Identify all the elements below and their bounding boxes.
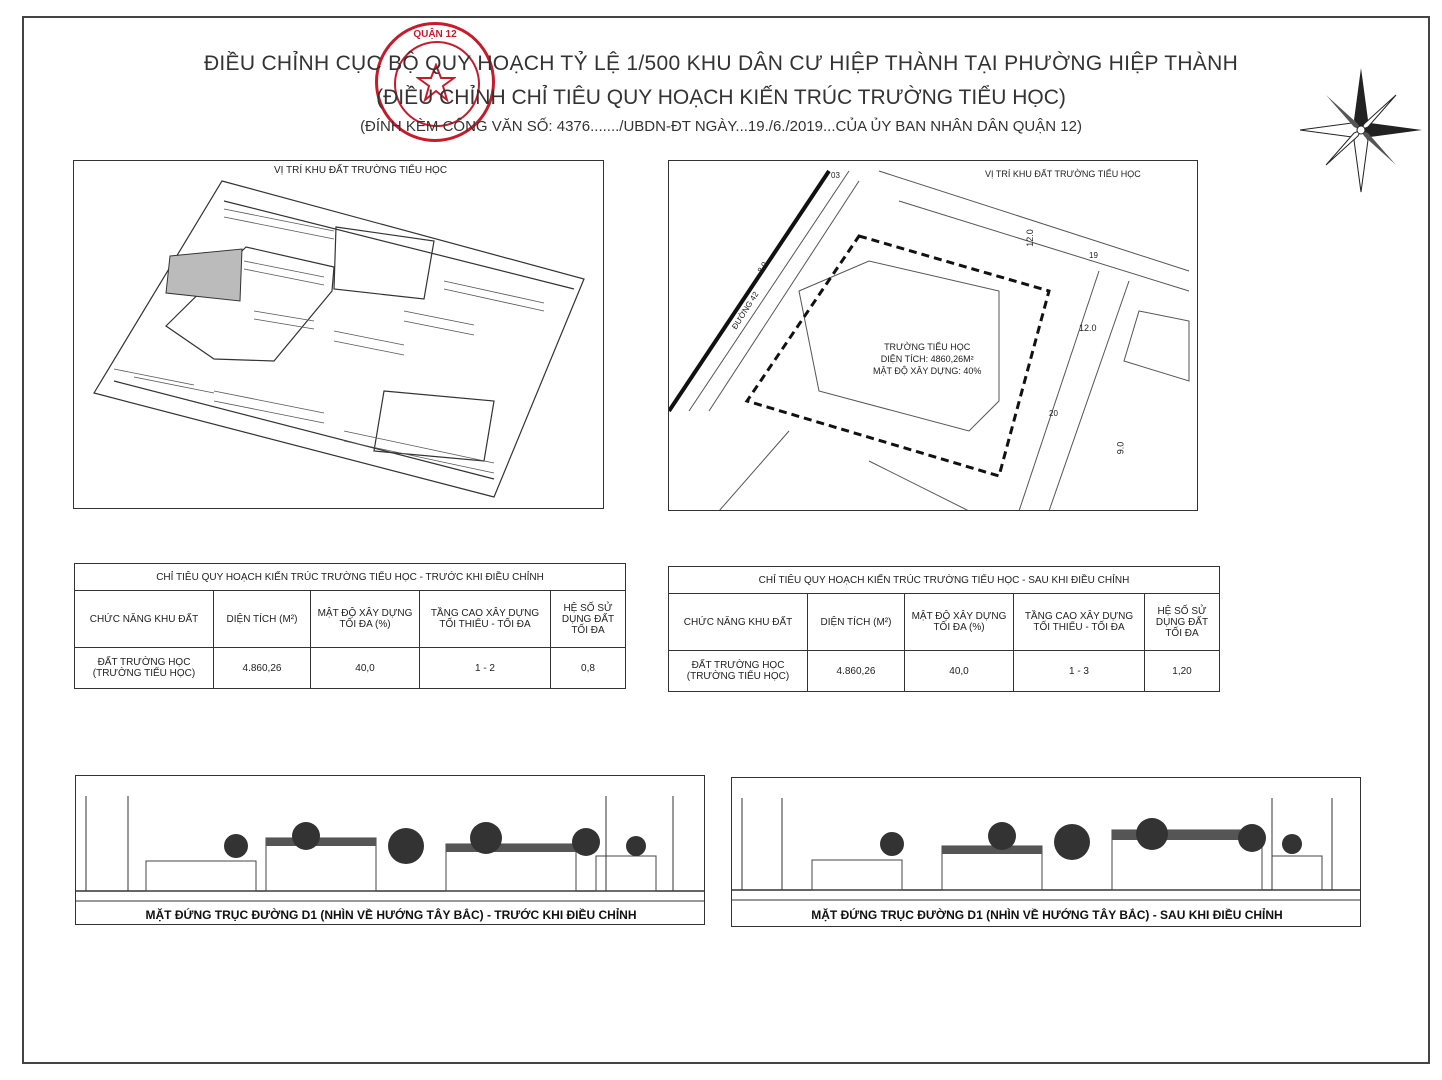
school-density: MẬT ĐỘ XÂY DỰNG: 40% <box>873 366 982 376</box>
elevation-after-caption: MẶT ĐỨNG TRỤC ĐƯỜNG D1 (NHÌN VỀ HƯỚNG TÂY BẮC) - SAU KHI ĐIỀU CHỈNH <box>811 908 1283 922</box>
page-title: ĐIỀU CHỈNH CỤC BỘ QUY HOẠCH TỶ LỆ 1/500 KHU DÂN CƯ HIỆP THÀNH TẠI PHƯỜNG HIỆP THÀNH <box>203 52 1239 75</box>
elevation-before-drawing <box>76 776 705 925</box>
page-subtitle: (ĐIỀU CHỈNH CHỈ TIÊU QUY HOẠCH KIẾN TRÚC TRƯỜNG TIỂU HỌC) <box>376 86 1066 109</box>
school-name: TRƯỜNG TIỂU HỌC <box>884 342 971 352</box>
cell-floors: 1 - 2 <box>420 648 551 689</box>
school-info <box>873 341 981 377</box>
header-land-use: HỆ SỐ SỬ DỤNG ĐẤT TỐI ĐA <box>1145 594 1220 651</box>
dim-9: 9.0 <box>1115 441 1126 455</box>
header-floors: TẦNG CAO XÂY DỰNG TỐI THIỂU - TỐI ĐA <box>420 591 551 648</box>
elevation-before-caption: MẶT ĐỨNG TRỤC ĐƯỜNG D1 (NHÌN VỀ HƯỚNG TÂY BẮC) - TRƯỚC KHI ĐIỀU CHỈNH <box>145 908 637 922</box>
elevation-before <box>75 775 705 925</box>
cell-floors: 1 - 3 <box>1014 651 1145 692</box>
header-function: CHỨC NĂNG KHU ĐẤT <box>75 591 214 648</box>
header-density: MẬT ĐỘ XÂY DỰNG TỐI ĐA (%) <box>905 594 1014 651</box>
dim-20: 20 <box>1049 409 1058 418</box>
school-area: DIỆN TÍCH: 4860,26M² <box>880 354 974 364</box>
cell-density: 40,0 <box>311 648 420 689</box>
header-density: MẬT ĐỘ XÂY DỰNG TỐI ĐA (%) <box>311 591 420 648</box>
dim-8: 8.0 <box>755 260 770 275</box>
site-location-plan <box>73 160 604 509</box>
cell-land-use: 1,20 <box>1145 651 1220 692</box>
cell-area: 4.860,26 <box>214 648 311 689</box>
dim-19: 19 <box>1089 251 1098 260</box>
table-after-adjustment <box>668 566 1220 692</box>
attachment-reference: (ĐÍNH KÈM CÔNG VĂN SỐ: 4376......./UBDN-ĐT NGÀY...19./6./2019...CỦA ỦY BAN NHÂN DÂN QUẬN 12) <box>360 118 1082 135</box>
dim-03: 03 <box>831 171 840 180</box>
dim-12-mid: 12.0 <box>1079 323 1097 333</box>
cell-density: 40,0 <box>905 651 1014 692</box>
elevation-after-drawing <box>732 778 1361 927</box>
table-before-caption: CHỈ TIÊU QUY HOẠCH KIẾN TRÚC TRƯỜNG TIỂU HỌC - TRƯỚC KHI ĐIỀU CHỈNH <box>75 564 626 591</box>
cell-land-use: 0,8 <box>551 648 626 689</box>
table-after-caption: CHỈ TIÊU QUY HOẠCH KIẾN TRÚC TRƯỜNG TIỂU HỌC - SAU KHI ĐIỀU CHỈNH <box>669 567 1220 594</box>
header-area: DIỆN TÍCH (M²) <box>214 591 311 648</box>
dim-12-top: 12.0 <box>1024 229 1035 247</box>
header-function: CHỨC NĂNG KHU ĐẤT <box>669 594 808 651</box>
road-label: ĐƯỜNG 42 <box>730 290 761 331</box>
elevation-after <box>731 777 1361 927</box>
header-land-use: HỆ SỐ SỬ DỤNG ĐẤT TỐI ĐA <box>551 591 626 648</box>
school-site-detail-plan <box>668 160 1198 511</box>
cell-function: ĐẤT TRƯỜNG HỌC (TRƯỜNG TIỂU HỌC) <box>75 648 214 689</box>
site-plan-drawing <box>74 161 604 509</box>
detail-plan-label: VỊ TRÍ KHU ĐẤT TRƯỜNG TIỂU HỌC <box>985 169 1141 179</box>
header-floors: TẦNG CAO XÂY DỰNG TỐI THIỂU - TỐI ĐA <box>1014 594 1145 651</box>
detail-plan-drawing <box>669 161 1198 511</box>
cell-area: 4.860,26 <box>808 651 905 692</box>
stamp-text: QUẬN 12 <box>413 29 457 40</box>
cell-function: ĐẤT TRƯỜNG HỌC (TRƯỜNG TIỂU HỌC) <box>669 651 808 692</box>
header-area: DIỆN TÍCH (M²) <box>808 594 905 651</box>
north-arrow-icon <box>1296 60 1426 200</box>
table-before-adjustment <box>74 563 626 689</box>
site-plan-label: VỊ TRÍ KHU ĐẤT TRƯỜNG TIỂU HỌC <box>274 165 448 176</box>
